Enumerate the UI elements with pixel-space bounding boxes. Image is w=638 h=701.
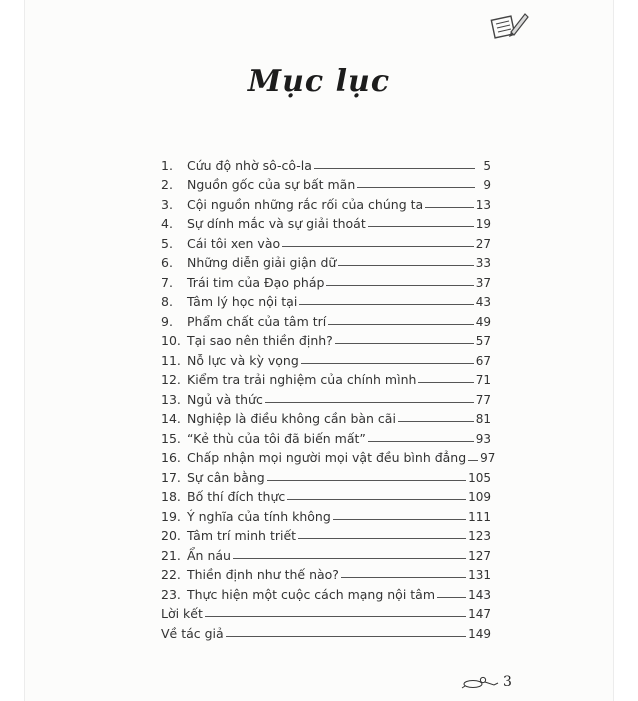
toc-entry: [161, 465, 491, 485]
toc-leader-line: [205, 616, 466, 617]
toc-entry-title: Tại sao nên thiền định?: [187, 333, 333, 348]
toc-entry-number: 18.: [161, 489, 181, 504]
toc-leader-line: [368, 226, 474, 227]
toc-entry-title: Thiền định như thế nào?: [187, 567, 339, 582]
toc-entry-page: 81: [475, 412, 491, 426]
toc-entry-page: 67: [475, 353, 491, 368]
toc-entry-title: Trái tim của Đạo pháp: [187, 274, 325, 290]
toc-entry-page: 93: [475, 431, 491, 446]
toc-entry-page: 5: [483, 158, 491, 173]
toc-entry-title: Nỗ lực và kỳ vọng: [187, 352, 299, 368]
toc-leader-line: [335, 343, 474, 344]
toc-leader-line: [301, 363, 474, 364]
toc-entry: [161, 563, 491, 583]
toc-leader-line: [298, 538, 466, 539]
toc-entry-title: Về tác giả: [161, 625, 224, 641]
toc-entry-title: Kiểm tra trải nghiệm của chính mình: [187, 372, 417, 387]
toc-entry: [161, 192, 491, 212]
toc-leader-line: [425, 207, 474, 208]
toc-leader-line: [287, 499, 466, 500]
toc-entry: [161, 387, 491, 407]
toc-leader-line: [267, 480, 466, 481]
toc-leader-line: [326, 285, 473, 286]
toc-entry-page: 131: [468, 568, 491, 582]
toc-entry-title: Nguồn gốc của sự bất mãn: [187, 177, 356, 192]
toc-entry: [161, 153, 491, 173]
toc-entry-number: 14.: [161, 411, 181, 426]
toc-entry: [161, 212, 491, 232]
toc-entry: [161, 524, 491, 544]
toc-entry-title: Ẩn náu: [187, 547, 231, 563]
toc-entry-title: Cội nguồn những rắc rối của chúng ta: [187, 196, 424, 212]
toc-entry: [161, 621, 491, 641]
toc-entry-page: 97: [480, 451, 496, 465]
toc-entry-title: Tâm trí minh triết: [187, 528, 297, 543]
toc-entry: [161, 251, 491, 271]
toc-leader-line: [398, 421, 474, 422]
toc-leader-line: [437, 597, 466, 598]
toc-leader-line: [357, 187, 475, 188]
toc-entry: [161, 485, 491, 505]
toc-entry-title: Cứu độ nhờ sô-cô-la: [187, 157, 312, 173]
toc-entry-page: 43: [475, 295, 491, 309]
toc-entry-number: 15.: [161, 430, 181, 446]
toc-entry-number: 2.: [161, 177, 173, 192]
toc-entry-number: 10.: [161, 333, 181, 348]
toc-entry-title: Sự cân bằng: [187, 469, 265, 485]
toc-entry: [161, 504, 491, 524]
toc-entry-number: 1.: [161, 157, 173, 173]
toc-entry-page: 9: [483, 178, 491, 192]
toc-leader-line: [314, 168, 475, 169]
toc-entry-page: 71: [475, 373, 491, 387]
toc-entry-number: 19.: [161, 508, 181, 524]
toc-entry: [161, 309, 491, 329]
toc-entry-title: “Kẻ thù của tôi đã biến mất”: [187, 430, 366, 446]
toc-leader-line: [338, 265, 473, 266]
toc-entry-number: 23.: [161, 586, 181, 602]
reading-figure-icon: [461, 675, 499, 689]
toc-entry-title: Cái tôi xen vào: [187, 235, 281, 251]
toc-entry-page: 143: [468, 587, 491, 602]
toc-entry-title: Phẩm chất của tâm trí: [187, 313, 327, 329]
toc-entry-page: 105: [468, 470, 491, 485]
toc-entry: [161, 231, 491, 251]
toc-entry-page: 77: [475, 392, 491, 407]
toc-leader-line: [418, 382, 473, 383]
toc-entry-number: 9.: [161, 313, 173, 329]
toc-entry: [161, 290, 491, 310]
page-title: Mục lục: [247, 64, 391, 99]
toc-leader-line: [333, 519, 466, 520]
toc-entry-page: 37: [475, 275, 491, 290]
toc-leader-line: [368, 441, 474, 442]
toc-entry-number: 7.: [161, 274, 173, 290]
toc-entry-title: Ngủ và thức: [187, 391, 263, 407]
toc-entry-page: 123: [468, 529, 491, 543]
toc-entry-number: 22.: [161, 567, 181, 582]
toc-entry-number: 21.: [161, 547, 181, 563]
toc-entry-page: 147: [468, 607, 491, 621]
toc-entry-title: Nghiệp là điều không cần bàn cãi: [187, 411, 396, 426]
toc-entry-number: 16.: [161, 450, 181, 465]
toc-entry-page: 109: [468, 490, 491, 504]
toc-entry-page: 49: [475, 314, 491, 329]
toc-entry-number: 11.: [161, 352, 181, 368]
toc-entry-title: Ý nghĩa của tính không: [187, 508, 331, 524]
toc-entry-page: 13: [475, 197, 491, 212]
notebook-pencil-icon: [489, 8, 529, 42]
toc-leader-line: [226, 636, 466, 637]
toc-entry: [161, 348, 491, 368]
toc-entry: [161, 446, 496, 466]
toc-leader-line: [265, 402, 474, 403]
toc-entry-number: 4.: [161, 216, 173, 231]
toc-entry-page: 57: [475, 334, 491, 348]
toc-entry-number: 13.: [161, 391, 181, 407]
toc-leader-line: [282, 246, 474, 247]
toc-entry-number: 17.: [161, 469, 181, 485]
toc-entry: [161, 368, 491, 388]
toc-entry-number: 8.: [161, 294, 173, 309]
toc-entry: [161, 582, 491, 602]
toc-entry-number: 5.: [161, 235, 173, 251]
toc-entry-page: 33: [475, 256, 491, 270]
toc-entry-number: 3.: [161, 196, 173, 212]
toc-entry: [161, 602, 491, 622]
toc-entry: [161, 407, 491, 427]
toc-entry-page: 127: [468, 548, 491, 563]
toc-entry-page: 27: [475, 236, 491, 251]
toc-entry-title: Lời kết: [161, 606, 203, 621]
toc-leader-line: [299, 304, 473, 305]
toc-entry-title: Bố thí đích thực: [187, 489, 286, 504]
toc-leader-line: [341, 577, 466, 578]
toc-entry-page: 149: [468, 626, 491, 641]
toc-entry-number: 20.: [161, 528, 181, 543]
toc-entry: [161, 426, 491, 446]
toc-entry: [161, 543, 491, 563]
toc-leader-line: [328, 324, 473, 325]
book-page: [24, 0, 614, 701]
toc-entry-page: 19: [475, 217, 491, 231]
table-of-contents: [161, 153, 496, 641]
toc-leader-line: [468, 460, 478, 461]
toc-entry-title: Chấp nhận mọi người mọi vật đều bình đẳng: [187, 450, 467, 465]
page-number: 3: [503, 674, 512, 690]
toc-entry-number: 12.: [161, 372, 181, 387]
toc-leader-line: [233, 558, 466, 559]
toc-entry: [161, 173, 491, 193]
toc-entry-number: 6.: [161, 255, 173, 270]
toc-entry-title: Những diễn giải giận dữ: [187, 255, 337, 270]
toc-entry-title: Sự dính mắc và sự giải thoát: [187, 216, 366, 231]
toc-entry-page: 111: [468, 509, 491, 524]
toc-entry: [161, 329, 491, 349]
page-footer: [461, 674, 512, 690]
toc-entry-title: Tâm lý học nội tại: [187, 294, 298, 309]
toc-entry: [161, 270, 491, 290]
toc-entry-title: Thực hiện một cuộc cách mạng nội tâm: [187, 586, 436, 602]
